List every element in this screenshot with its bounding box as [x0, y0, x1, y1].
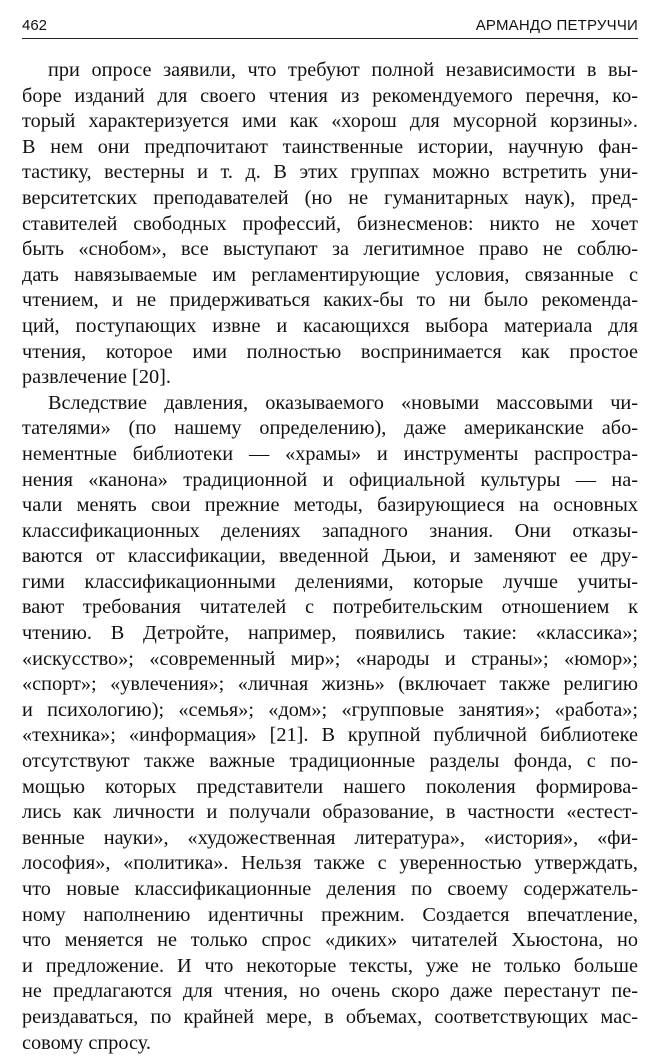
text-line: венные науки», «художественная литература», «история», «фи- [22, 826, 638, 849]
text-line: нения «канона» традиционной и официальной культуры — на- [22, 468, 638, 491]
text-line: боре изданий для своего чтения из рекомендуемого перечня, ко- [22, 84, 638, 107]
text-line: ваются от классификации, введенной Дьюи, и заменяют ее дру- [22, 545, 638, 568]
text-line: мощью которых представители нашего поколения формирова- [22, 775, 638, 798]
text-line: тастику, вестерны и т. д. В этих группах можно встретить уни- [22, 161, 638, 184]
text-line: чтения, которое ими полностью воспринимается как простое [22, 340, 638, 363]
text-line: реиздаваться, по крайней мере, в объемах, соответствующих мас- [22, 1005, 638, 1028]
text-line: нементные библиотеки — «храмы» и инструменты распростра- [22, 442, 638, 465]
text-line: вают требования читателей с потребительским отношением к [22, 596, 638, 619]
text-line: «искусство»; «современный мир»; «народы и страны»; «юмор»; [22, 647, 638, 670]
text-line: классификационных делениях западного знания. Они отказы- [22, 519, 638, 542]
text-line: тателями» (по нашему определению), даже американские або- [22, 417, 638, 440]
paragraph-2 [22, 391, 638, 1056]
running-head-author: АРМАНДО ПЕТРУЧЧИ [475, 17, 638, 34]
body-text [22, 58, 638, 1056]
running-head [22, 14, 638, 39]
text-line: верситетских преподавателей (но не гуманитарных наук), пред- [22, 186, 638, 209]
text-line: что новые классификационные деления по своему содержатель- [22, 878, 638, 900]
text-line: и предложение. И что некоторые тексты, уже не только больше [22, 954, 638, 977]
text-line: чали менять свои прежние методы, базирующиеся на основных [22, 494, 638, 517]
text-line: гими классификационными делениями, которые лучше учиты- [22, 570, 638, 593]
text-line: что меняется не только спрос «диких» читателей Хьюстона, но [22, 929, 638, 952]
text-line: «спорт»; «увлечения»; «личная жизнь» (включает также религию [22, 673, 638, 696]
text-line: отсутствуют также важные традиционные разделы фонда, с по- [22, 750, 638, 773]
text-line: лософия», «политика». Нельзя также с уверенностью утверждать, [22, 852, 638, 875]
text-line: В нем они предпочитают таинственные истории, научную фан- [22, 135, 638, 158]
text-line: торый характеризуется ими как «хорош для мусорной корзины». [22, 110, 638, 133]
text-line: ций, поступающих извне и касающихся выбора материала для [22, 314, 638, 337]
text-line: при опросе заявили, что требуют полной независимости в вы- [48, 59, 638, 81]
text-line: «техника»; «информация» [21]. В крупной публичной библиотеке [22, 724, 638, 747]
page-number: 462 [22, 17, 48, 34]
text-line: быть «снобом», все выступают за легитимное право не соблю- [22, 238, 638, 261]
text-line: совому спросу. [22, 1031, 151, 1054]
text-line: лись как личности и получали образование, в частности «естест- [22, 801, 638, 824]
paragraph-1 [22, 58, 638, 391]
text-line: чтению. В Детройте, например, появились такие: «классика»; [22, 622, 638, 645]
text-line: чтением, и не придерживаться каких-бы то ни было рекоменда- [22, 289, 638, 312]
text-line: ному наполнению идентичны прежним. Создается впечатление, [22, 903, 638, 926]
text-line: дать навязываемые им регламентирующие условия, связанные с [22, 263, 638, 286]
text-line: и психологию); «семья»; «дом»; «групповые занятия»; «работа»; [22, 698, 638, 721]
text-line: не предлагаются для чтения, но очень скоро даже перестанут пе- [22, 980, 638, 1003]
text-line: ставителей свободных профессий, бизнесменов: никто не хочет [22, 212, 638, 235]
text-line: Вследствие давления, оказываемого «новыми массовыми чи- [48, 391, 638, 414]
text-line: развлечение [20]. [22, 366, 171, 389]
